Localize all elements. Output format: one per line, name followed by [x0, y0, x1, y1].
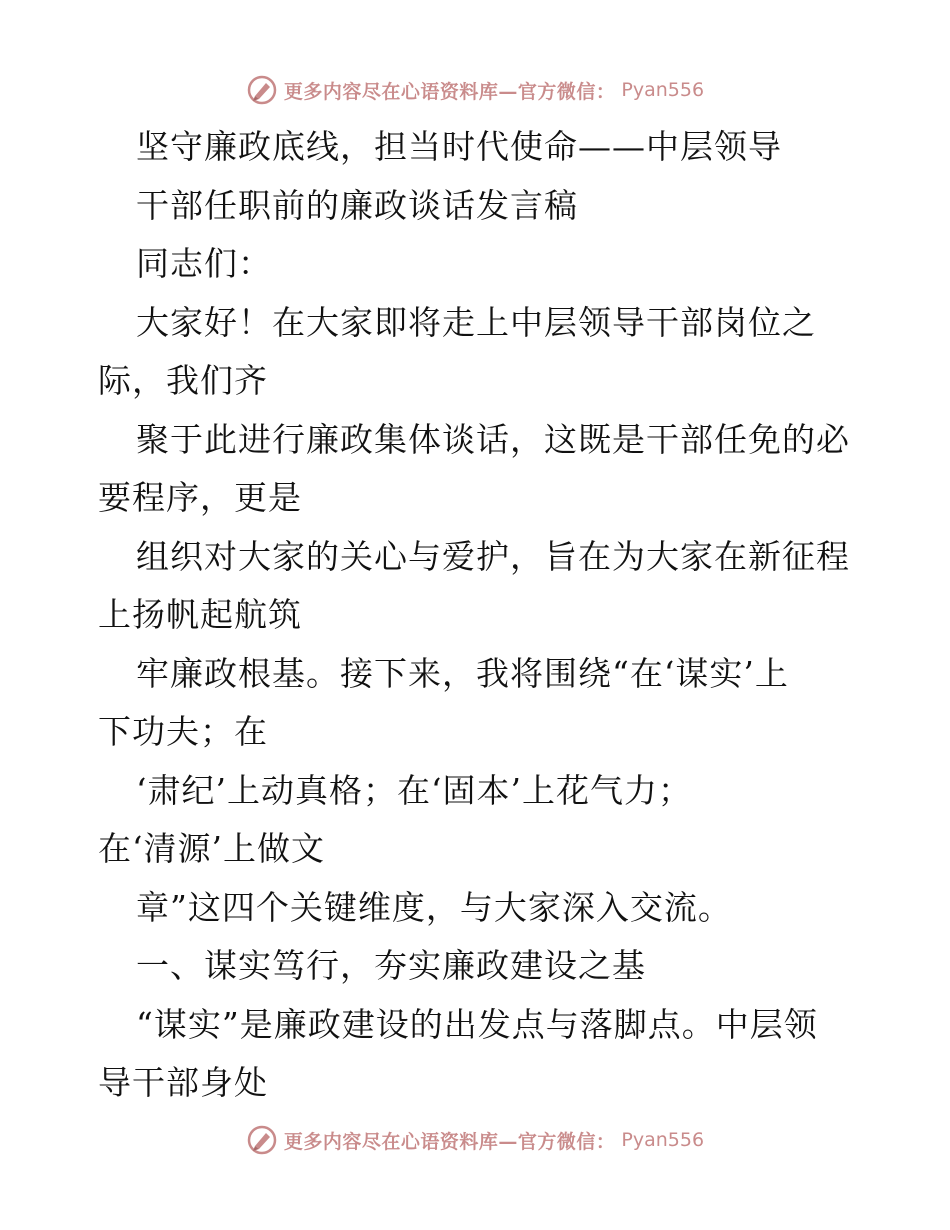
- header-watermark-banner: [0, 70, 950, 110]
- salutation: 同志们：: [136, 244, 272, 283]
- paragraph-line: 聚于此进行廉政集体谈话，这既是干部任免的必: [136, 419, 850, 459]
- title-line-2: 干部任职前的廉政谈话发言稿: [136, 185, 578, 225]
- section-heading: 一、谋实笃行，夯实廉政建设之基: [136, 946, 646, 985]
- paragraph-line: 在‘清源’上做文: [98, 829, 325, 868]
- paragraph-line: 上扬帆起航筑: [98, 595, 302, 634]
- banner-wechat-id: Pyan556: [621, 1129, 705, 1151]
- banner-wechat-id: Pyan556: [621, 79, 705, 101]
- paragraph-line: 牢廉政根基。接下来，我将围绕“在‘谋实’上: [136, 653, 789, 693]
- document-body: [98, 118, 858, 1113]
- paragraph-line: 大家好！在大家即将走上中层领导干部岗位之: [136, 302, 816, 342]
- footer-watermark-banner: [0, 1120, 950, 1160]
- paragraph-line: 际，我们齐: [98, 361, 268, 400]
- paragraph-line: 组织对大家的关心与爱护，旨在为大家在新征程: [136, 536, 850, 576]
- pen-logo-icon: [246, 74, 278, 106]
- paragraph-line: 导干部身处: [98, 1063, 268, 1102]
- pen-logo-icon: [246, 1124, 278, 1156]
- banner-text: 更多内容尽在心语资料库—官方微信：: [283, 1130, 616, 1153]
- banner-text: 更多内容尽在心语资料库—官方微信：: [283, 80, 616, 103]
- paragraph-line: 下功夫；在: [98, 712, 268, 751]
- paragraph-line: ‘肃纪’上动真格；在‘固本’上花气力；: [136, 770, 692, 810]
- paragraph-line: 章”这四个关键维度，与大家深入交流。: [136, 887, 732, 927]
- paragraph-line: “谋实”是廉政建设的出发点与落脚点。中层领: [136, 1004, 818, 1044]
- paragraph-line: 要程序，更是: [98, 478, 302, 517]
- title-line-1: 坚守廉政底线，担当时代使命——中层领导: [136, 127, 782, 166]
